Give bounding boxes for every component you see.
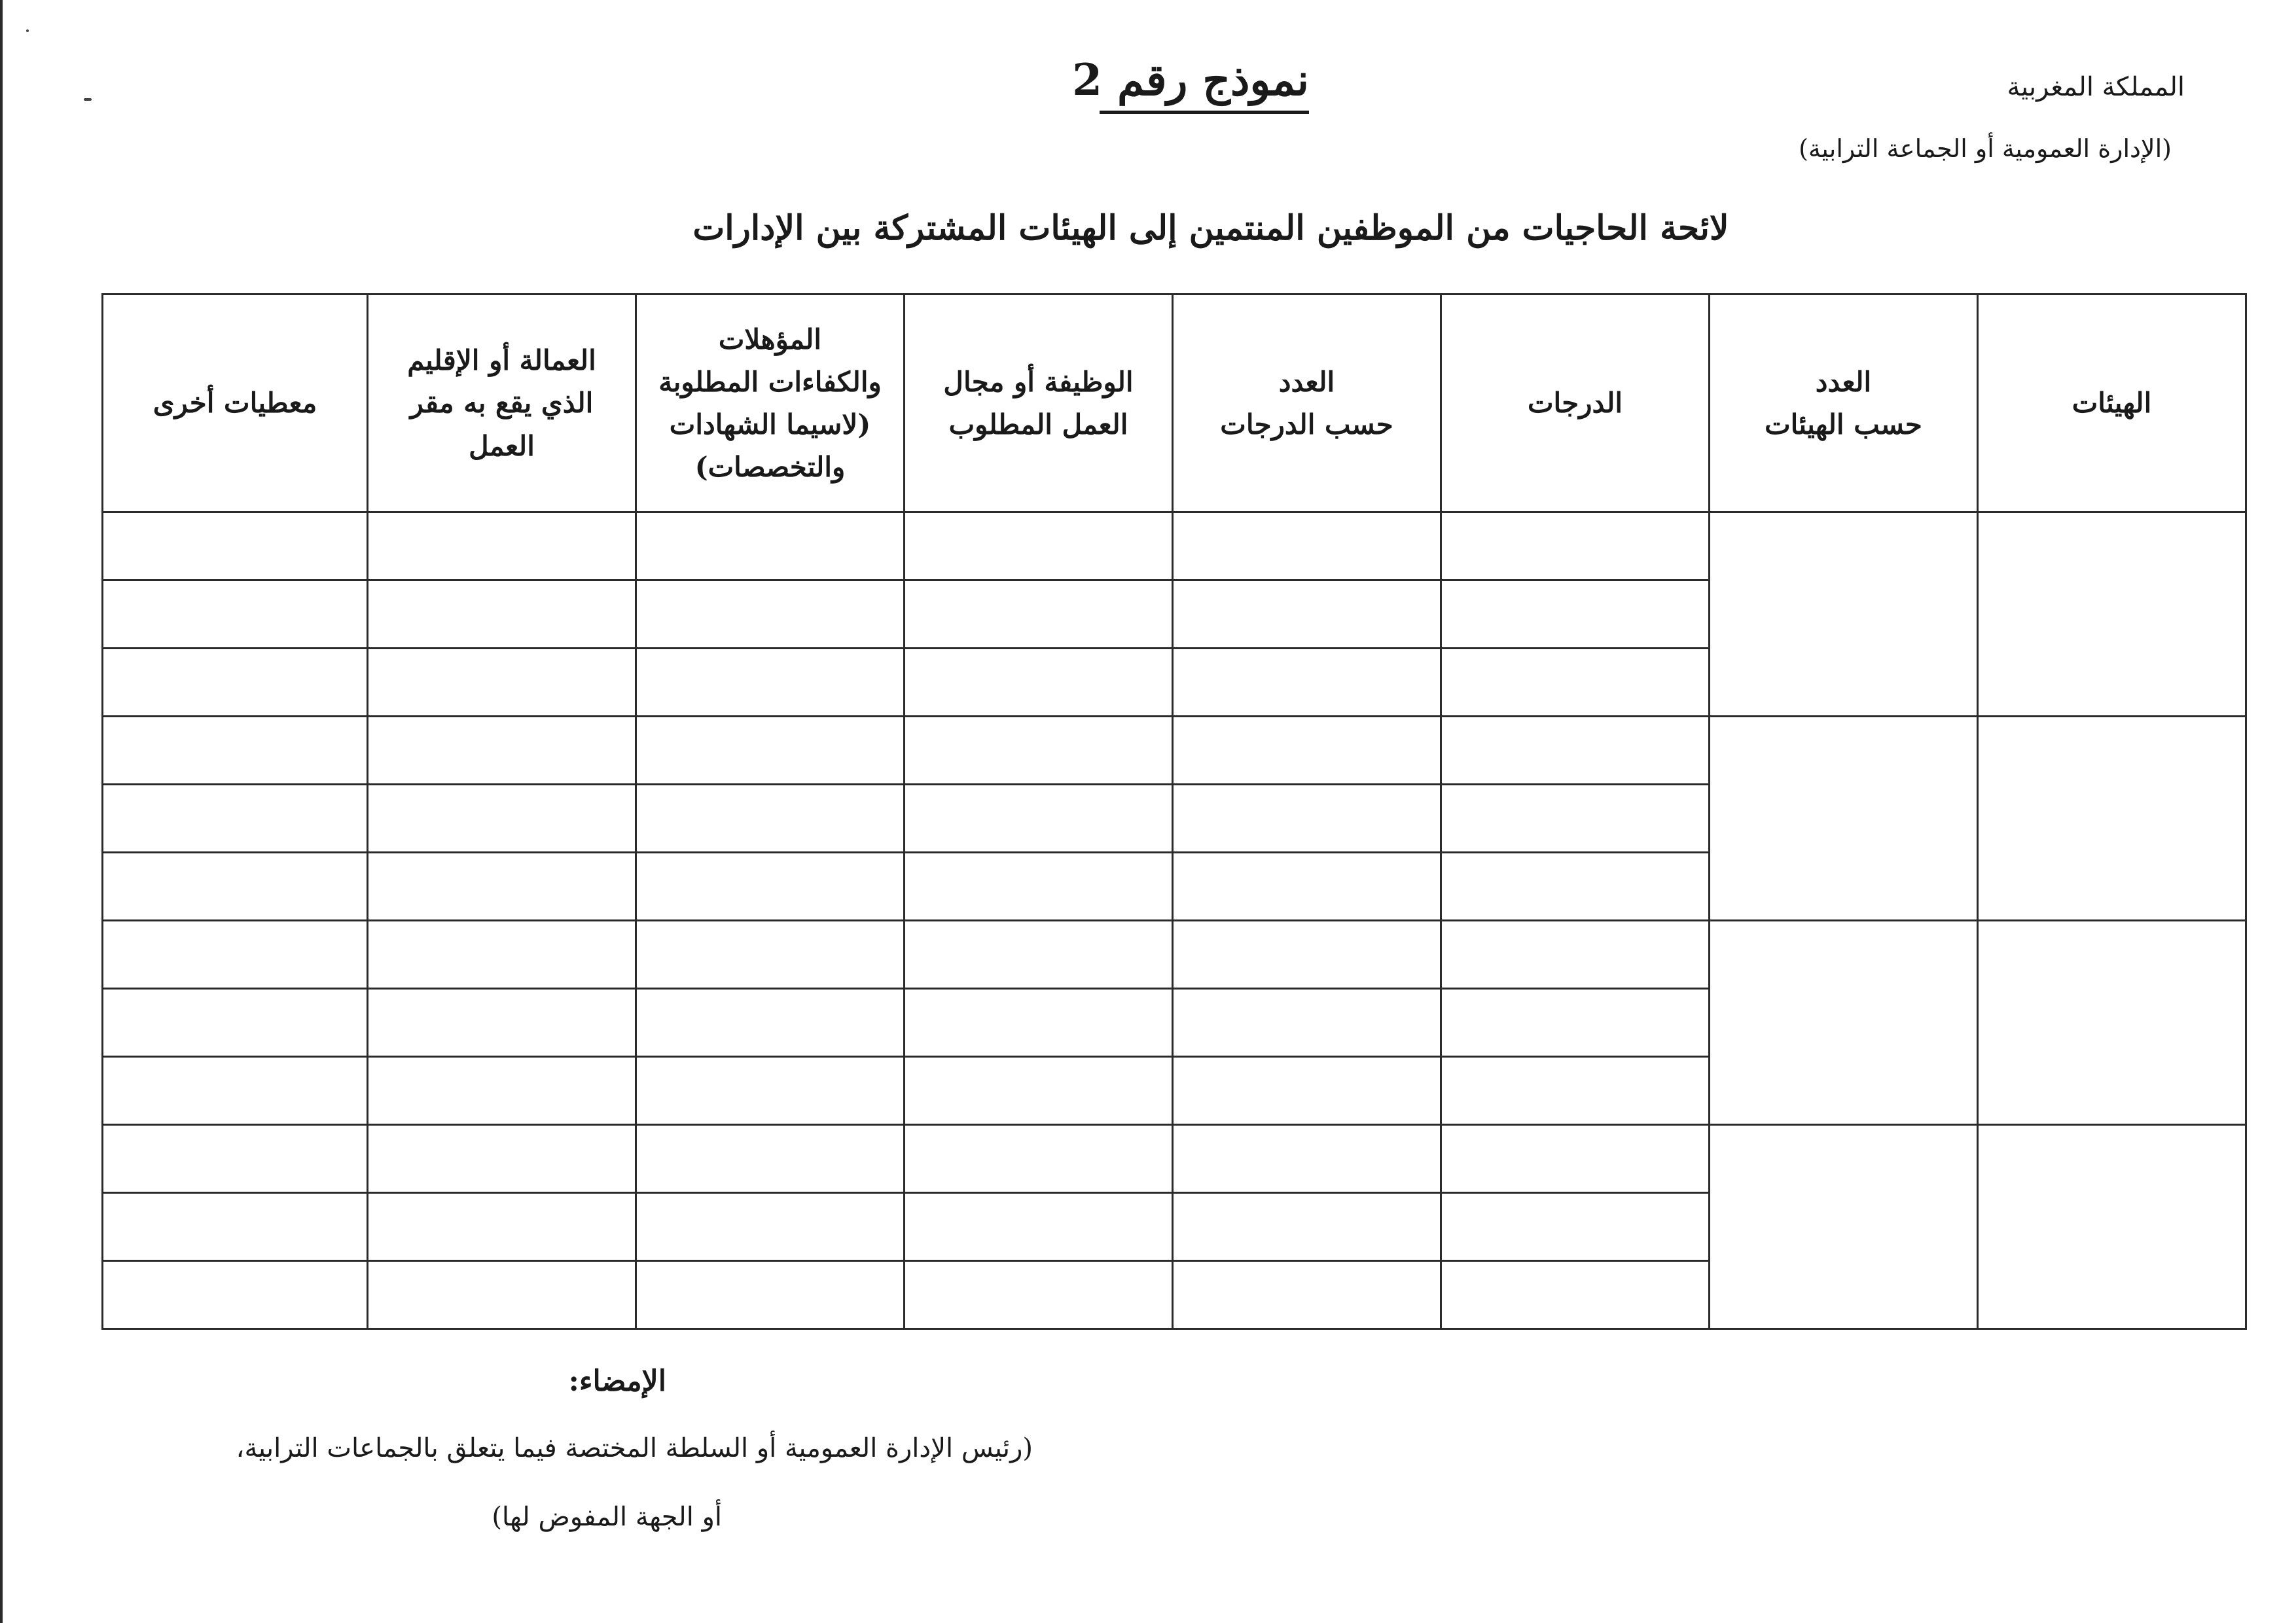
table-cell[interactable] (1173, 649, 1441, 717)
table-cell[interactable] (1441, 1193, 1710, 1261)
scan-speck (84, 98, 92, 101)
table-row (103, 512, 2246, 580)
table-cell[interactable] (905, 1125, 1173, 1193)
table-cell[interactable] (905, 989, 1173, 1057)
table-cell[interactable] (905, 649, 1173, 717)
table-cell[interactable] (368, 1057, 636, 1125)
column-header (1710, 294, 1978, 512)
table-cell[interactable] (1173, 1193, 1441, 1261)
table-cell[interactable] (1441, 1261, 1710, 1329)
table-cell[interactable] (636, 785, 905, 853)
table-cell[interactable] (1441, 717, 1710, 785)
table-cell[interactable] (103, 580, 368, 649)
table-cell[interactable] (368, 989, 636, 1057)
page-left-edge (0, 0, 3, 1623)
table-cell[interactable] (103, 921, 368, 989)
signature-delegate-line: أو الجهة المفوض لها) (492, 1502, 722, 1532)
column-header-line: الدرجات (1527, 387, 1623, 419)
column-header-line: العدد (1278, 365, 1335, 398)
corps-cell[interactable] (1978, 1125, 2246, 1329)
administration-name: (الإدارة العمومية أو الجماعة الترابية) (1799, 134, 2172, 163)
column-header (1978, 294, 2246, 512)
table-cell[interactable] (1173, 1057, 1441, 1125)
count-by-corps-cell[interactable] (1710, 717, 1978, 921)
table-cell[interactable] (1173, 717, 1441, 785)
column-header-line: العدد (1815, 365, 1872, 398)
table-cell[interactable] (368, 785, 636, 853)
signature-label: الإمضاء: (568, 1364, 666, 1398)
table-cell[interactable] (103, 717, 368, 785)
table-cell[interactable] (368, 853, 636, 921)
table-cell[interactable] (636, 989, 905, 1057)
table-cell[interactable] (368, 1125, 636, 1193)
column-header (636, 294, 905, 512)
column-header (368, 294, 636, 512)
count-by-corps-cell[interactable] (1710, 1125, 1978, 1329)
table-cell[interactable] (1441, 512, 1710, 580)
table-cell[interactable] (1441, 921, 1710, 989)
column-header-line: الوظيفة أو مجال (943, 365, 1134, 398)
column-header (1441, 294, 1710, 512)
column-header (905, 294, 1173, 512)
needs-table (101, 293, 2247, 1330)
count-by-corps-cell[interactable] (1710, 921, 1978, 1125)
signature-authority-line: (رئيس الإدارة العمومية أو السلطة المختصة فيما يتعلق بالجماعات الترابية، (236, 1433, 1033, 1463)
column-header-line: معطيات أخرى (152, 387, 317, 419)
table-cell[interactable] (368, 1193, 636, 1261)
table-row (103, 921, 2246, 989)
table-cell[interactable] (103, 512, 368, 580)
table-cell[interactable] (905, 921, 1173, 989)
table-cell[interactable] (636, 649, 905, 717)
table-cell[interactable] (103, 1057, 368, 1125)
table-cell[interactable] (636, 1125, 905, 1193)
table-cell[interactable] (1441, 853, 1710, 921)
table-cell[interactable] (636, 512, 905, 580)
scan-speck (26, 29, 29, 32)
table-cell[interactable] (368, 649, 636, 717)
table-cell[interactable] (103, 989, 368, 1057)
table-cell[interactable] (905, 853, 1173, 921)
table-row (103, 1125, 2246, 1193)
table-cell[interactable] (368, 1261, 636, 1329)
table-cell[interactable] (1173, 853, 1441, 921)
table-cell[interactable] (368, 717, 636, 785)
column-header-line: (لاسيما الشهادات (669, 408, 871, 440)
table-cell[interactable] (1173, 512, 1441, 580)
column-header-line: العمالة أو الإقليم (407, 344, 596, 377)
table-cell[interactable] (905, 1057, 1173, 1125)
page-title: لائحة الحاجيات من الموظفين المنتمين إلى الهيئات المشتركة بين الإدارات (692, 208, 1729, 248)
table-cell[interactable] (636, 921, 905, 989)
table-cell[interactable] (905, 1261, 1173, 1329)
table-cell[interactable] (636, 1057, 905, 1125)
table-cell[interactable] (636, 717, 905, 785)
table-cell[interactable] (368, 580, 636, 649)
corps-cell[interactable] (1978, 512, 2246, 717)
column-header-line: العمل (469, 429, 535, 462)
corps-cell[interactable] (1978, 921, 2246, 1125)
table-cell[interactable] (1173, 1125, 1441, 1193)
table-row (103, 717, 2246, 785)
column-header (103, 294, 368, 512)
table-cell[interactable] (1173, 921, 1441, 989)
corps-cell[interactable] (1978, 717, 2246, 921)
table-cell[interactable] (103, 785, 368, 853)
column-header-line: والكفاءات المطلوبة (658, 365, 882, 398)
table-cell[interactable] (905, 785, 1173, 853)
column-header-line: حسب الهيئات (1765, 408, 1922, 440)
table-cell[interactable] (1173, 580, 1441, 649)
column-header-line: الهيئات (2072, 387, 2152, 419)
table-cell[interactable] (103, 1261, 368, 1329)
table-cell[interactable] (103, 649, 368, 717)
table-cell[interactable] (636, 853, 905, 921)
kingdom-name: المملكة المغربية (2007, 72, 2185, 102)
column-header-line: والتخصصات) (694, 451, 846, 484)
table-cell[interactable] (636, 1193, 905, 1261)
table-cell[interactable] (905, 512, 1173, 580)
table-cell[interactable] (103, 1193, 368, 1261)
column-header (1173, 294, 1441, 512)
table-cell[interactable] (1441, 785, 1710, 853)
table-cell[interactable] (1173, 989, 1441, 1057)
table-cell[interactable] (905, 1193, 1173, 1261)
table-header-row (103, 294, 2246, 512)
table-cell[interactable] (103, 1125, 368, 1193)
table-cell[interactable] (905, 580, 1173, 649)
table-cell[interactable] (1173, 1261, 1441, 1329)
table-body (103, 512, 2246, 1329)
table-cell[interactable] (368, 921, 636, 989)
table-cell[interactable] (1173, 785, 1441, 853)
model-title: نموذج رقم 2 (1100, 56, 1309, 114)
table-cell[interactable] (636, 580, 905, 649)
table-cell[interactable] (1441, 1057, 1710, 1125)
table-cell[interactable] (103, 853, 368, 921)
table-cell[interactable] (1441, 580, 1710, 649)
table-cell[interactable] (1441, 989, 1710, 1057)
column-header-line: المؤهلات (718, 323, 822, 355)
column-header-line: حسب الدرجات (1220, 408, 1393, 440)
table-cell[interactable] (905, 717, 1173, 785)
table-cell[interactable] (1441, 649, 1710, 717)
table-cell[interactable] (636, 1261, 905, 1329)
table-cell[interactable] (1441, 1125, 1710, 1193)
column-header-line: العمل المطلوب (948, 408, 1128, 440)
table-cell[interactable] (368, 512, 636, 580)
count-by-corps-cell[interactable] (1710, 512, 1978, 717)
column-header-line: الذي يقع به مقر (410, 387, 594, 419)
